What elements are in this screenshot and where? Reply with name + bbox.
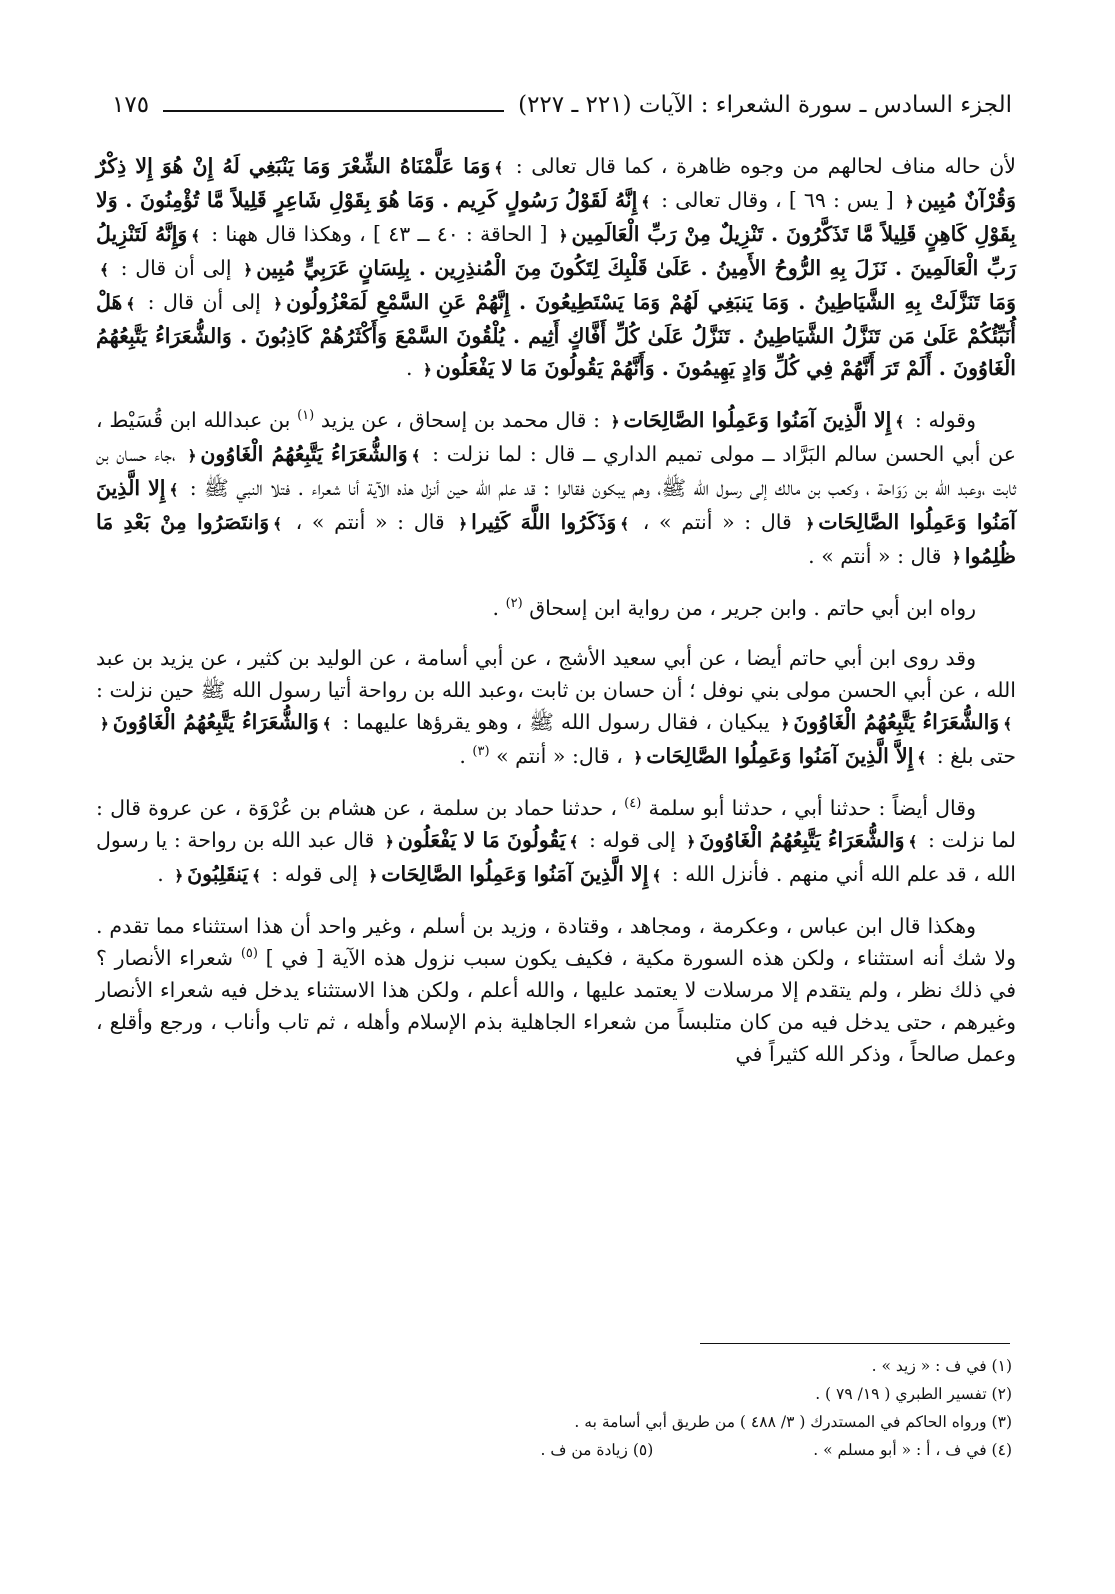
quran-verse: إِلاَّ الَّذِينَ آمَنُوا وَعَمِلُوا الصَّالِحَات: [646, 744, 914, 768]
body-text: يبكيان ، فقال رسول الله ﷺ ، وهو يقرؤها عليهما :: [335, 710, 777, 734]
quran-verse: وَالشُّعَرَاءُ يَتَّبِعُهُمُ الْغَاوُونَ: [112, 710, 319, 734]
body-text: [ يس : ٦٩ ] ، وقال تعالى :: [654, 188, 901, 212]
quran-close-bracket: ﴿: [951, 549, 961, 567]
body-text: قال : « أنتم » ،: [633, 510, 802, 534]
quran-open-bracket: ﴾: [620, 515, 630, 533]
footnote-5: (٥) زيادة من ف .: [540, 1441, 654, 1459]
quran-close-bracket: ﴿: [385, 833, 394, 851]
footnote-ref: (٥): [240, 946, 258, 962]
paragraph-5: [96, 792, 1016, 892]
quran-verse: إِلا الَّذِينَ آمَنُوا وَعَمِلُوا الصَّالِحَات: [381, 862, 649, 886]
quran-close-bracket: ﴿: [805, 515, 815, 533]
quran-open-bracket: ﴾: [494, 159, 504, 177]
quran-verse: إِلا الَّذِينَ آمَنُوا وَعَمِلُوا الصَّالِحَات: [96, 476, 1016, 534]
body-text: إلى أن قال :: [112, 256, 240, 280]
body-text: .: [459, 744, 473, 768]
quran-verse: هَلْ أُنَبِّئُكُمْ عَلَىٰ مَن تَنَزَّلُ الشَّيَاطِينُ . تَنَزَّلُ عَلَىٰ كُلِّ أَفَّاكٍ أَثِيم . يُلْقُونَ السَّمْعَ وَأَكْثَرُهُمْ كَاذِبُونَ . وَالشُّعَرَاءُ يَتَّبِعُهُمُ الْغَاوُونَ . أَلَمْ تَرَ أَنَّهُمْ فِي كُلِّ وَادٍ يَهِيمُونَ . وَأَنَّهُمْ يَقُولُونَ مَا لا يَفْعَلُون: [96, 290, 1016, 380]
body-text: وقال أيضاً : حدثنا أبي ، حدثنا أبو سلمة: [641, 796, 976, 820]
body-text: قال : « أنتم » .: [808, 544, 948, 568]
body-text: [ الحاقة : ٤٠ ــ ٤٣ ] ، وهكذا قال ههنا :: [204, 222, 555, 246]
body-text: ، قال: « أنتم »: [489, 744, 630, 768]
quran-open-bracket: ﴾: [169, 481, 179, 499]
footnote-separator: [700, 1343, 1010, 1344]
body-text: بن عبدالله ابن قُسَيْط ، عن أبي الحسن سالم البَرَّاد ــ مولى تميم الداري ــ قال : لما نزلت :: [96, 408, 1016, 466]
footnote-2: (٢) تفسير الطبري ( ١٩/ ٧٩ ) .: [815, 1385, 1012, 1403]
page-number: ١٧٥: [112, 92, 150, 118]
quran-close-bracket: ﴿: [100, 715, 109, 733]
quran-verse: وَالشُّعَرَاءُ يَتَّبِعُهُمُ الْغَاوُونَ: [699, 828, 905, 852]
quran-close-bracket: ﴿: [780, 715, 790, 733]
footnote-ref: (١): [297, 408, 315, 424]
quran-verse: وَالشُّعَرَاءُ يَتَّبِعُهُمُ الْغَاوُون: [200, 442, 408, 466]
paragraph-3: [96, 592, 1016, 624]
footnotes: [96, 1352, 1012, 1464]
body-text: وهكذا قال ابن عباس ، وعكرمة ، ومجاهد ، وقتادة ، وزيد بن أسلم ، وغير واحد أن هذا استثناء مما تقدم . ولا شك أنه استثناء ، ولكن هذه السورة مكية ، فكيف يكون سبب نزول هذه الآية [ في ]: [96, 914, 1016, 970]
body-text: قال : « أنتم » ،: [285, 510, 455, 534]
quran-close-bracket: ﴿: [273, 295, 283, 313]
quran-verse: وَانتَصَرُوا مِنْ بَعْدِ مَا ظُلِمُوا: [96, 510, 1016, 568]
body-text: .: [405, 356, 419, 380]
body-text: وقوله :: [908, 408, 977, 432]
quran-open-bracket: ﴾: [908, 833, 918, 851]
quran-verse: إِلا الَّذِينَ آمَنُوا وَعَمِلُوا الصَّالِحَات: [623, 408, 892, 432]
quran-verse: إِنَّهُ لَقَوْلُ رَسُولٍ كَرِيم . وَمَا هُوَ بِقَوْلِ شَاعِرٍ قَلِيلاً مَّا تُؤْمِنُونَ . وَلا بِقَوْلِ كَاهِنٍ قَلِيلاً مَّا تَذَكَّرُونَ . تَنْزِيلٌ مِنْ رَبِّ الْعَالَمِين: [96, 188, 1016, 246]
quran-open-bracket: ﴾: [917, 749, 927, 767]
footnote-3: (٣) ورواه الحاكم في المستدرك ( ٣/ ٤٨٨ ) من طريق أبي أسامة به .: [574, 1413, 1012, 1431]
quran-open-bracket: ﴾: [641, 193, 651, 211]
body-text: .: [157, 862, 171, 886]
footnote-1: (١) في ف : « زيد » .: [871, 1357, 1012, 1375]
footnote-ref: (٤): [624, 796, 642, 812]
quran-verse: وَمَا تَنَزَّلَتْ بِهِ الشَّيَاطِينُ . وَمَا يَنبَغِي لَهُمْ وَمَا يَسْتَطِيعُونَ . إِنَّهُمْ عَنِ السَّمْعِ لَمَعْزُولُون: [286, 290, 1016, 314]
quran-close-bracket: ﴿: [633, 749, 643, 767]
paragraph-6: [96, 910, 1016, 1070]
running-header: [112, 88, 1012, 122]
quran-close-bracket: ﴿: [243, 261, 253, 279]
main-text: [96, 150, 1016, 1088]
body-text: حتى بلغ :: [930, 744, 1016, 768]
body-text: قال عبد الله بن رواحة : يا رسول الله ، قد علم الله أني منهم . فأنزل الله :: [96, 828, 1016, 886]
quran-close-bracket: ﴿: [458, 515, 468, 533]
quran-close-bracket: ﴿: [610, 413, 620, 431]
quran-verse: وَالشُّعَرَاءُ يَتَّبِعُهُمُ الْغَاوُونَ: [793, 710, 1000, 734]
quran-close-bracket: ﴿: [904, 193, 914, 211]
header-rule: [163, 110, 504, 112]
body-text: إلى أن قال :: [139, 290, 270, 314]
quran-close-bracket: ﴿: [368, 867, 378, 885]
body-text: وقد روى ابن أبي حاتم أيضا ، عن أبي سعيد الأشج ، عن أبي أسامة ، عن الوليد بن كثير ، عن يزيد بن عبد الله ، عن أبي الحسن مولى بني نوفل ؛ أن حسان بن ثابت ،وعبد الله بن رواحة أتيا رسول الله ﷺ حين نزلت :: [96, 646, 1016, 702]
quran-close-bracket: ﴿: [558, 227, 568, 245]
quran-verse: وَإِنَّهُ لَتَنْزِيلُ رَبِّ الْعَالَمِينَ . نَزَلَ بِهِ الرُّوحُ الأَمِينُ . عَلَىٰ قَلْبِكَ لِتَكُونَ مِنَ الْمُنذِرِين . بِلِسَانٍ عَرَبِيٍّ مُبِين: [96, 222, 1016, 280]
paragraph-2: [96, 404, 1016, 574]
quran-open-bracket: ﴾: [100, 261, 109, 279]
body-text: ، حدثنا حماد بن سلمة ، عن هشام بن عُرْوَة ، عن عروة قال : لما نزلت :: [96, 796, 1016, 852]
paragraph-1: [96, 150, 1016, 386]
quran-open-bracket: ﴾: [569, 833, 579, 851]
paragraph-4: [96, 642, 1016, 774]
body-text: شعراء الأنصار ؟ في ذلك نظر ، ولم يتقدم إلا مرسلات لا يعتمد عليها ، والله أعلم ، ولكن هذا الاستثناء يدخل فيه شعراء الأنصار وغيرهم ، حتى يدخل فيه من كان متلبساً من شعراء الجاهلية بذم الإسلام وأهله ، ثم تاب وأناب ، ورجع وأقلع ، وعمل صالحاً ، وذكر الله كثيراً في: [96, 946, 1016, 1066]
quran-open-bracket: ﴾: [895, 413, 905, 431]
footnote-4: (٤) في ف ، أ : « أبو مسلم » .: [813, 1441, 1012, 1459]
quran-verse: يَنقَلِبُونَ: [187, 862, 249, 886]
quran-open-bracket: ﴾: [1003, 715, 1012, 733]
body-text: ،جاء حسان بن ثابت ،وعبد الله بن رَوَاحة ، وكعب بن مالك إلى رسول الله ﷺ، وهم يبكون فقالوا : قد علم الله حين أنزل هذه الآية أنا شعراء . فتلا النبي ﷺ :: [96, 442, 1016, 500]
quran-close-bracket: ﴿: [174, 867, 184, 885]
quran-verse: وَمَا عَلَّمْنَاهُ الشِّعْرَ وَمَا يَنْبَغِي لَهُ إِنْ هُوَ إِلا ذِكْرٌ وَقُرْآنٌ مُبِين: [96, 154, 1017, 212]
body-text: .: [492, 596, 506, 620]
quran-verse: يَقُولُونَ مَا لا يَفْعَلُون: [397, 828, 566, 852]
header-title: الجزء السادس ـ سورة الشعراء : الآيات (٢٢١ ـ ٢٢٧): [518, 92, 1012, 118]
quran-close-bracket: ﴿: [686, 833, 696, 851]
body-text: إلى قوله :: [264, 862, 365, 886]
quran-open-bracket: ﴾: [126, 295, 136, 313]
quran-open-bracket: ﴾: [411, 447, 421, 465]
body-text: إلى قوله :: [582, 828, 683, 852]
quran-open-bracket: ﴾: [322, 715, 332, 733]
quran-open-bracket: ﴾: [652, 867, 662, 885]
quran-close-bracket: ﴿: [422, 361, 432, 379]
quran-open-bracket: ﴾: [252, 867, 261, 885]
body-text: لأن حاله مناف لحالهم من وجوه ظاهرة ، كما قال تعالى :: [507, 154, 1016, 178]
quran-open-bracket: ﴾: [191, 227, 201, 245]
footnote-ref: (٣): [472, 744, 490, 760]
body-text: : قال محمد بن إسحاق ، عن يزيد: [314, 408, 607, 432]
quran-open-bracket: ﴾: [273, 515, 282, 533]
footnote-ref: (٢): [505, 596, 523, 612]
quran-close-bracket: ﴿: [187, 447, 197, 465]
quran-verse: وَذَكَرُوا اللَّهَ كَثِيرا: [471, 510, 617, 534]
body-text: رواه ابن أبي حاتم . وابن جرير ، من رواية ابن إسحاق: [522, 596, 976, 620]
